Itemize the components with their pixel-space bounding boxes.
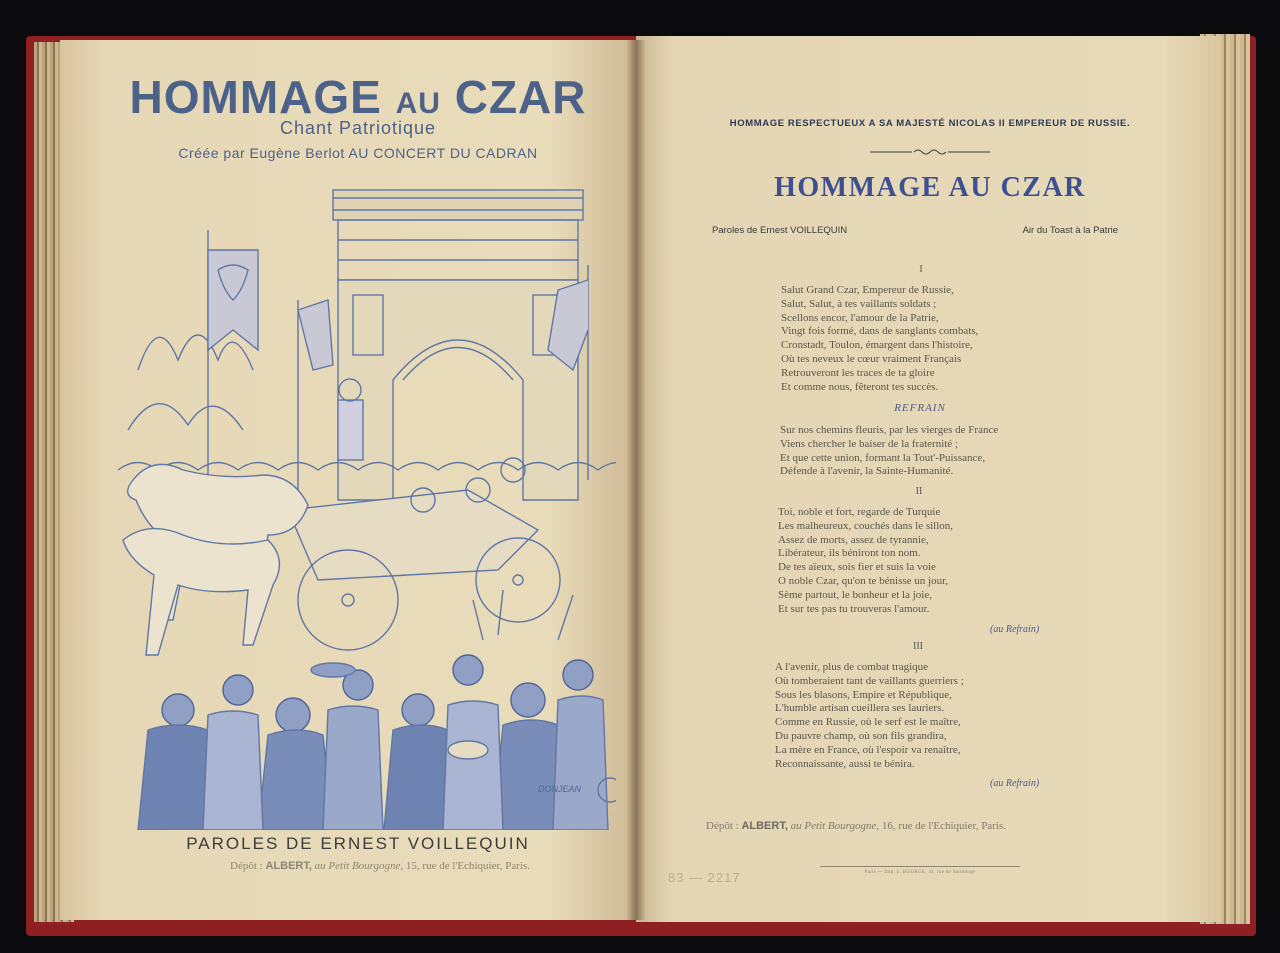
verse-line: Libérateur, ils béniront ton nom.: [778, 547, 921, 560]
stanza-number-3: III: [913, 641, 923, 652]
verse-line: Sous les blasons, Empire et République,: [775, 688, 952, 701]
verse-line: Cronstadt, Toulon, émargent dans l'histoire,: [781, 339, 973, 352]
verse-line: Toi, noble et fort, regarde de Turquie: [778, 506, 941, 518]
cover-depot-address: 15, rue de l'Echiquier, Paris.: [405, 860, 530, 872]
depot-address: 16, rue de l'Echiquier, Paris.: [881, 820, 1006, 832]
dedication: HOMMAGE RESPECTUEUX A SA MAJESTÉ NICOLAS II EMPEREUR DE RUSSIE.: [729, 118, 1131, 129]
verse-line: La mère en France, où l'espoir va renaître,: [775, 743, 961, 756]
printer-line: Paris — Imp. L. BOURGE, 41, rue de Saintonge: [864, 870, 976, 875]
cover-depot-place: au Petit Bourgogne,: [314, 860, 404, 872]
cover-depot-name: ALBERT,: [265, 860, 312, 872]
verse-line: Les malheureux, couchés dans le sillon,: [778, 519, 954, 532]
cover-title-end: CZAR: [454, 71, 587, 123]
stanza-2: [778, 506, 953, 616]
verse-line: Du pauvre champ, où son fils grandira,: [775, 729, 947, 742]
cover-depot: [150, 860, 610, 872]
verse-line: Vingt fois formé, dans de sanglants combats,: [781, 325, 979, 338]
song-air: Air du Toast à la Patrie: [1022, 225, 1118, 236]
verse-line: Sème partout, le bonheur et la joie,: [778, 588, 932, 601]
cover-credit: Créée par Eugène Berlot AU CONCERT DU CADRAN: [178, 145, 538, 161]
verse-line: De tes aïeux, sois fier et suis la voie: [778, 561, 936, 574]
book-gutter: [626, 40, 646, 920]
depot-place: au Petit Bourgogne,: [790, 820, 880, 832]
au-refrain-2: (au Refrain): [990, 624, 1040, 635]
verse-line: Et sur tes pas tu trouveras l'amour.: [778, 602, 930, 615]
verse-line: A l'avenir, plus de combat tragique: [775, 661, 929, 673]
stanza-3: [775, 661, 964, 771]
verse-line: Scellons encor, l'amour de la Patrie,: [781, 311, 939, 324]
stanza-1: [781, 284, 978, 394]
printer-rule: [820, 866, 1020, 867]
verse-line: Retrouveront les traces de ta gloire: [781, 366, 935, 379]
song-title: HOMMAGE AU CZAR: [774, 172, 1086, 203]
cover-depot-prefix: Dépôt :: [230, 860, 263, 872]
refrain: [780, 424, 998, 479]
verse-line: Viens chercher le baiser de la fraternité ;: [780, 437, 958, 450]
verse-line: L'humble artisan cueillera ses lauriers.: [775, 702, 945, 715]
shelf-stamp: 83 — 2217: [668, 870, 741, 885]
verse-line: Reconnaissante, aussi te bénira.: [775, 757, 915, 770]
au-refrain-3: (au Refrain): [990, 778, 1040, 789]
verse-line: Salut, Salut, à tes vaillants soldats ;: [781, 297, 937, 310]
arc-de-triomphe-procession-illustration: [118, 170, 616, 830]
cover-lyricist: PAROLES DE ERNEST VOILLEQUIN: [186, 834, 530, 853]
verse-line: Salut Grand Czar, Empereur de Russie,: [781, 284, 954, 296]
verse-line: Comme en Russie, où le serf est le maître,: [775, 716, 961, 729]
verse-line: Assez de morts, assez de tyrannie,: [778, 533, 929, 546]
verse-line: Et que cette union, formant la Tout'-Puissance,: [780, 451, 986, 464]
ornament-divider: [870, 148, 990, 156]
verse-line: O noble Czar, qu'on te bénisse un jour,: [778, 574, 949, 587]
depot-prefix: Dépôt :: [706, 820, 739, 832]
stanza-number-2: II: [915, 486, 923, 497]
artist-signature: DONJEAN: [538, 784, 582, 794]
depot-line: [706, 820, 1086, 832]
refrain-heading: REFRAIN: [894, 402, 946, 414]
cover-title-au: AU: [395, 87, 441, 120]
cover-title: [108, 70, 608, 124]
depot-name: ALBERT,: [741, 820, 788, 832]
cover-subtitle: Chant Patriotique: [279, 118, 437, 138]
stanza-number-1: I: [919, 264, 923, 275]
verse-line: Sur nos chemins fleuris, par les vierges de France: [780, 424, 999, 436]
verse-line: Défende à l'avenir, la Sainte-Humanité.: [780, 465, 954, 478]
verse-line: Et comme nous, fêteront tes succès.: [781, 380, 939, 393]
song-lyricist: Paroles de Ernest VOILLEQUIN: [712, 225, 848, 236]
cover-title-main: HOMMAGE: [129, 71, 382, 123]
verse-line: Où tes neveux le cœur vraiment Français: [781, 352, 962, 365]
verse-line: Où tomberaient tant de vaillants guerriers ;: [775, 674, 964, 687]
